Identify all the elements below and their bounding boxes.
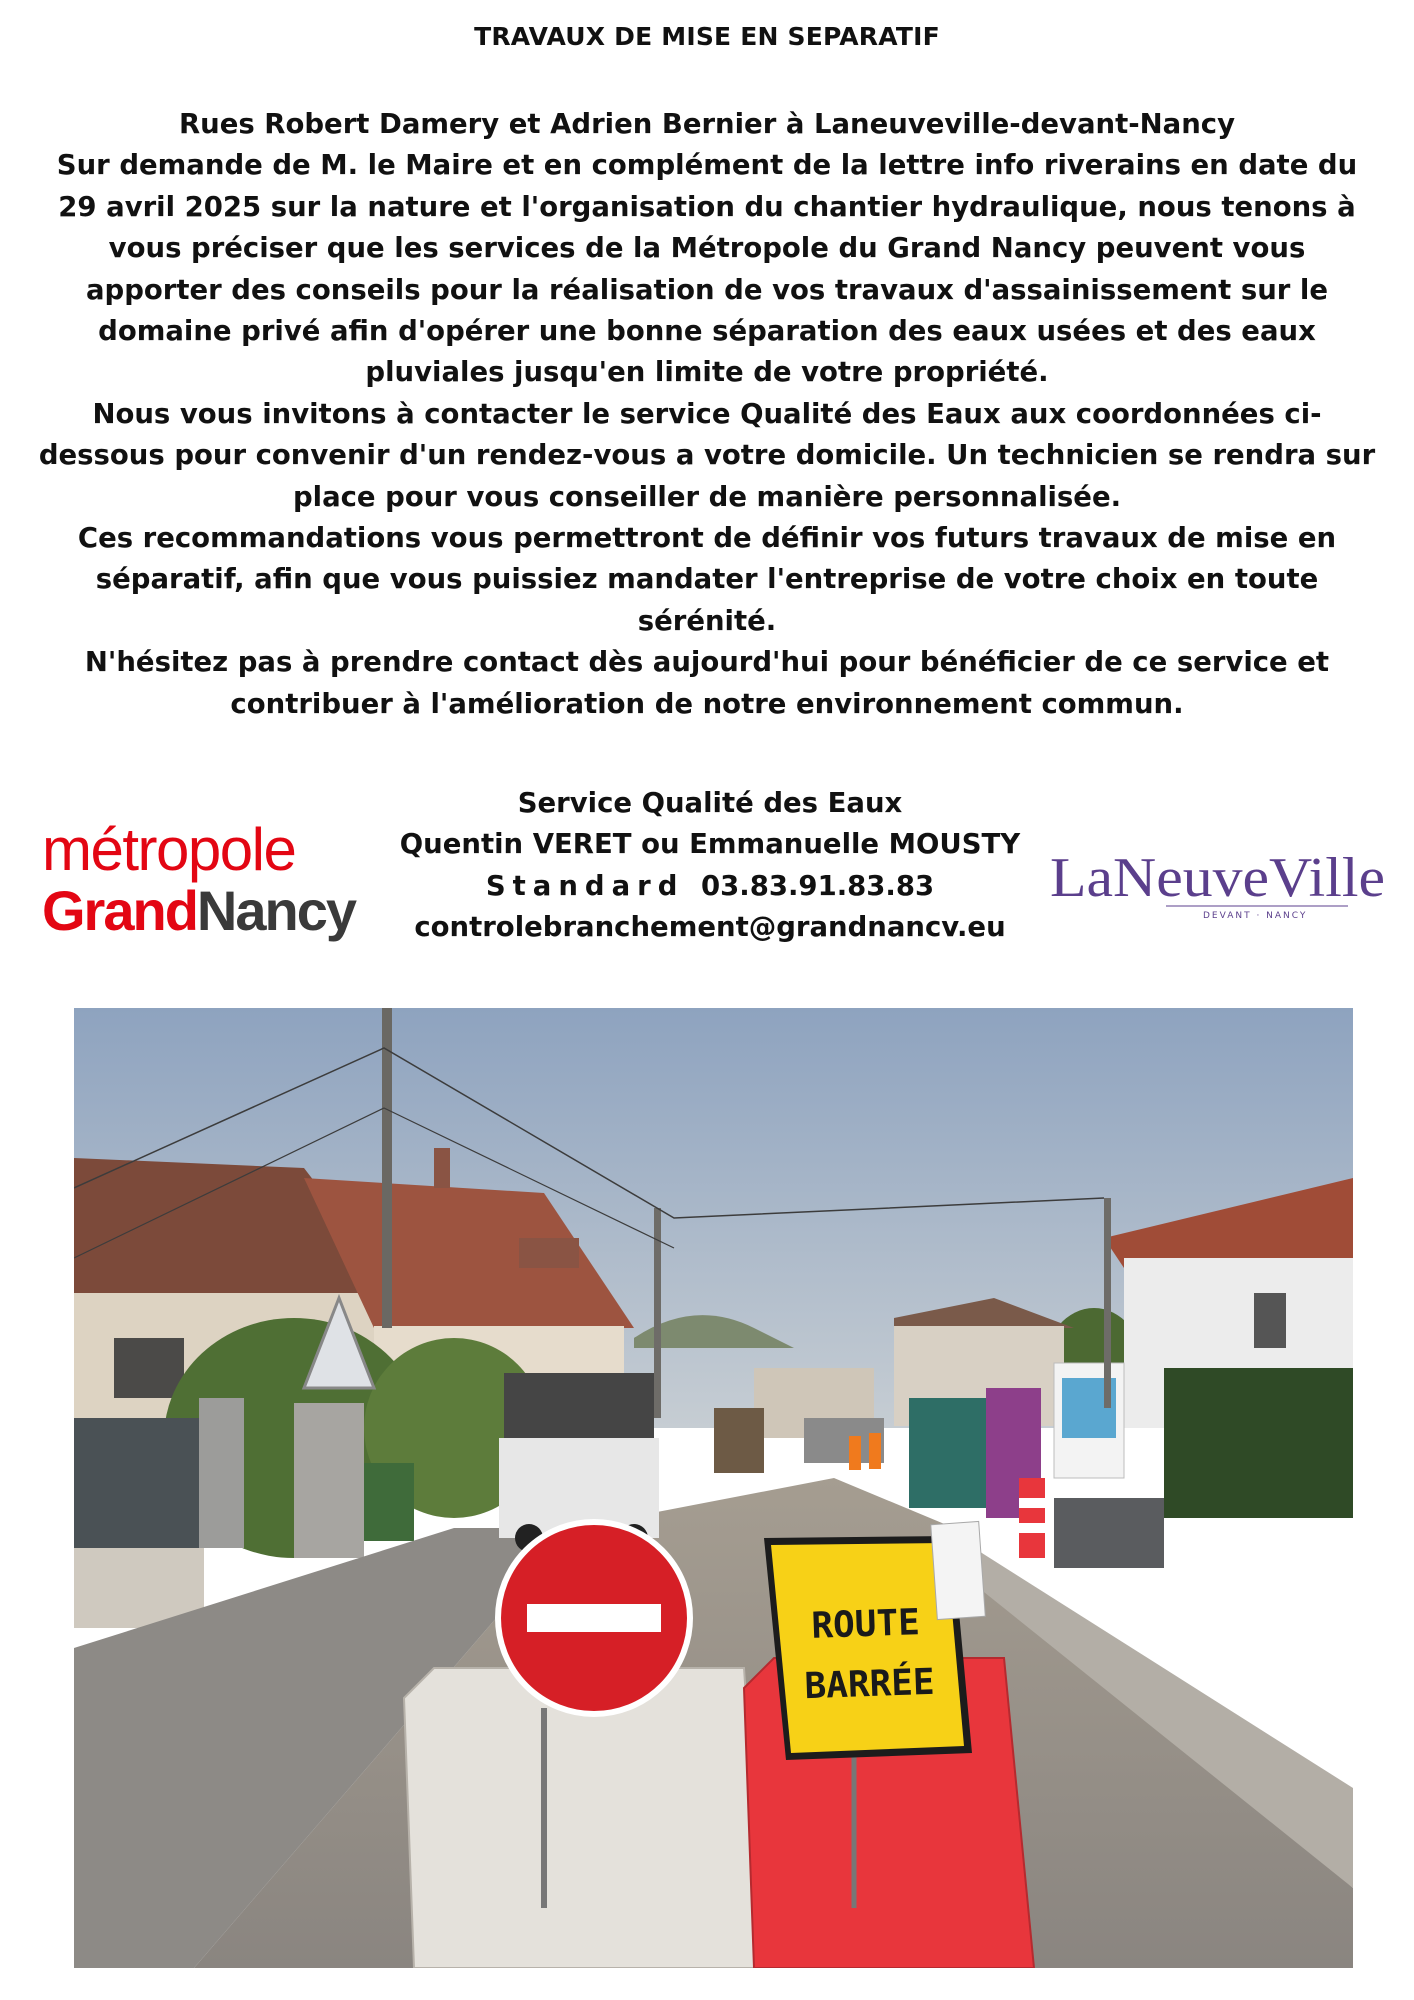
right-hedge — [1164, 1368, 1353, 1518]
logo-nancy-word: Nancy — [196, 879, 356, 942]
left-house-window — [114, 1338, 184, 1398]
photo-illustration — [74, 1008, 1353, 1968]
paragraph-invitation: Nous vous invitons à contacter le service Qualité des Eaux aux coordonnées ci-dessous pour convenir d'un rendez-vous a votre domicile. Un technicien se rendra sur place pour vous conseiller de manière personnalisée. — [38, 397, 1376, 513]
phone-label: Standard — [485, 869, 685, 902]
phone-number[interactable]: 03.83.91.83.83 — [701, 869, 935, 902]
street-works-photo — [74, 1008, 1353, 1968]
grid-fence — [1054, 1498, 1164, 1568]
van-cab — [504, 1373, 654, 1448]
contact-phone — [390, 866, 1030, 907]
laneuveville-logo-text: LaNeuveVille — [1050, 847, 1385, 909]
document-title: TRAVAUX DE MISE EN SEPARATIF — [474, 22, 940, 51]
right-house-window — [1254, 1293, 1286, 1348]
laneuveville-logo — [1048, 838, 1388, 928]
laneuveville-logo-graphic — [1048, 838, 1388, 928]
contact-names: Quentin VERET ou Emmanuelle MOUSTY — [399, 828, 1021, 861]
stone-pillar — [199, 1398, 244, 1548]
logo-grandnancy-word — [42, 879, 382, 942]
utility-pole — [382, 1008, 392, 1328]
worker — [849, 1436, 861, 1470]
paragraph-call-to-action: N'hésitez pas à prendre contact dès aujourd'hui pour bénéficier de ce service et contribuer à l'amélioration de notre environnement commun. — [84, 646, 1330, 720]
body-text — [38, 104, 1376, 725]
chimney — [434, 1148, 450, 1188]
metropole-grand-nancy-logo — [42, 818, 382, 940]
contact-block — [390, 783, 1030, 949]
logo-metropole-word: métropole — [42, 816, 296, 883]
contact-email[interactable]: controlebranchement@grandnancv.eu — [414, 911, 1006, 944]
striped-barrier-band — [1019, 1498, 1045, 1508]
green-bin — [364, 1463, 414, 1541]
no-entry-bar — [527, 1604, 661, 1632]
striped-barrier — [1019, 1478, 1045, 1558]
logo-grand-word: Grand — [42, 879, 197, 942]
skip-container — [714, 1408, 764, 1473]
striped-barrier-band — [1019, 1523, 1045, 1533]
paragraph-intro: Sur demande de M. le Maire et en complément de la lettre info riverains en date du 29 avril 2025 sur la nature et l'organisation du chantier hydraulique, nous tenons à vous préciser que les services de la Métropole du Grand Nancy peuvent vous apporter des conseils pour la réalisation de vos travaux d'assainissement sur le domaine privé afin d'opérer une bonne séparation des eaux usées et des eaux pluviales jusqu'en limite de votre propriété. — [56, 149, 1358, 389]
paragraph-recommendations: Ces recommandations vous permettront de définir vos futurs travaux de mise en séparatif, afin que vous puissiez mandater l'entreprise de votre choix en toute sérénité. — [77, 522, 1337, 637]
contact-service: Service Qualité des Eaux — [517, 787, 903, 819]
chimney — [519, 1238, 579, 1268]
stone-wall — [294, 1403, 364, 1558]
laneuveville-logo-subtext: DEVANT · NANCY — [1203, 911, 1308, 921]
sign-text-barree: BARRÉE — [803, 1661, 936, 1708]
street-line: Rues Robert Damery et Adrien Bernier à Laneuveville-devant-Nancy — [178, 108, 1236, 140]
sign-text-route: ROUTE — [810, 1602, 921, 1647]
attached-notice-paper — [931, 1521, 986, 1619]
utility-pole — [1104, 1198, 1111, 1408]
left-fence — [74, 1418, 214, 1548]
worker — [869, 1433, 881, 1469]
